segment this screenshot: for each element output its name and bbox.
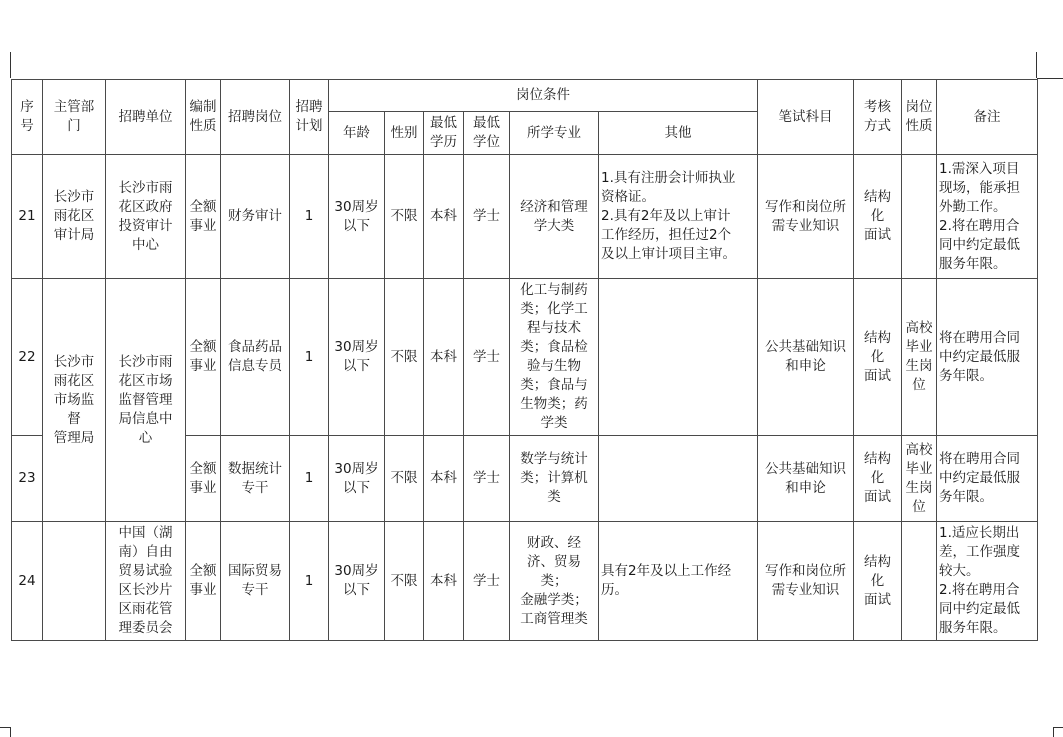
header-row-1 xyxy=(12,80,1038,112)
crop-mark-top-left xyxy=(10,52,11,78)
cell-other: 1.具有注册会计师执业 资格证。 2.具有2年及以上审计 工作经历，担任过2个 及以上审计项目主审。 xyxy=(599,155,758,279)
cell-pos-nature xyxy=(902,155,937,279)
cell-remark: 将在聘用合同 中约定最低服 务年限。 xyxy=(937,436,1038,522)
cell-seq: 21 xyxy=(12,155,43,279)
header-exam: 笔试科目 xyxy=(758,80,854,155)
header-age: 年龄 xyxy=(329,112,385,155)
header-other: 其他 xyxy=(599,112,758,155)
cell-edu: 本科 xyxy=(424,279,464,436)
cell-assess: 结构 化 面试 xyxy=(854,279,902,436)
cell-pos-nature: 高校 毕业 生岗 位 xyxy=(902,279,937,436)
header-min-edu: 最低 学历 xyxy=(424,112,464,155)
cell-major: 数学与统计 类；计算机 类 xyxy=(510,436,599,522)
cell-other xyxy=(599,279,758,436)
cell-plan: 1 xyxy=(290,522,329,641)
crop-mark-top-right xyxy=(1036,52,1037,78)
cell-major: 化工与制药 类；化学工 程与技术 类；食品检 验与生物 类；食品与 生物类；药 学类 xyxy=(510,279,599,436)
cell-seq: 24 xyxy=(12,522,43,641)
cell-nature: 全额 事业 xyxy=(186,155,221,279)
cell-major: 经济和管理 学大类 xyxy=(510,155,599,279)
cell-seq: 23 xyxy=(12,436,43,522)
header-nature: 编制 性质 xyxy=(186,80,221,155)
crop-mark-bottom-right xyxy=(1053,727,1063,728)
header-dept: 主管部 门 xyxy=(43,80,106,155)
recruitment-table xyxy=(11,79,1038,641)
cell-position: 食品药品 信息专员 xyxy=(221,279,290,436)
cell-pos-nature: 高校 毕业 生岗 位 xyxy=(902,436,937,522)
cell-assess: 结构 化 面试 xyxy=(854,155,902,279)
cell-edu: 本科 xyxy=(424,436,464,522)
cell-pos-nature xyxy=(902,522,937,641)
cell-dept: 长沙市 雨花区 市场监 督 管理局 xyxy=(43,279,106,522)
cell-remark: 1.需深入项目 现场，能承担 外勤工作。 2.将在聘用合 同中约定最低 服务年限。 xyxy=(937,155,1038,279)
cell-gender: 不限 xyxy=(385,155,424,279)
header-conditions: 岗位条件 xyxy=(329,80,758,112)
cell-degree: 学士 xyxy=(464,155,510,279)
cell-position: 国际贸易 专干 xyxy=(221,522,290,641)
cell-exam: 公共基础知识 和申论 xyxy=(758,436,854,522)
cell-gender: 不限 xyxy=(385,436,424,522)
crop-mark-bottom-left xyxy=(0,727,10,728)
cell-exam: 写作和岗位所 需专业知识 xyxy=(758,522,854,641)
cell-dept xyxy=(43,522,106,641)
cell-remark: 将在聘用合同 中约定最低服 务年限。 xyxy=(937,279,1038,436)
cell-age: 30周岁 以下 xyxy=(329,155,385,279)
cell-position: 数据统计 专干 xyxy=(221,436,290,522)
cell-unit: 长沙市雨 花区政府 投资审计 中心 xyxy=(106,155,186,279)
header-plan: 招聘 计划 xyxy=(290,80,329,155)
table-row xyxy=(12,279,1038,436)
cell-plan: 1 xyxy=(290,279,329,436)
table-row xyxy=(12,155,1038,279)
cell-edu: 本科 xyxy=(424,155,464,279)
cell-dept: 长沙市 雨花区 审计局 xyxy=(43,155,106,279)
cell-age: 30周岁 以下 xyxy=(329,279,385,436)
cell-major: 财政、经 济、贸易 类； 金融学类； 工商管理类 xyxy=(510,522,599,641)
header-major: 所学专业 xyxy=(510,112,599,155)
cell-age: 30周岁 以下 xyxy=(329,436,385,522)
header-seq: 序 号 xyxy=(12,80,43,155)
cell-plan: 1 xyxy=(290,436,329,522)
table-row xyxy=(12,522,1038,641)
cell-plan: 1 xyxy=(290,155,329,279)
header-pos-nature: 岗位 性质 xyxy=(902,80,937,155)
cell-assess: 结构 化 面试 xyxy=(854,522,902,641)
cell-nature: 全额 事业 xyxy=(186,522,221,641)
cell-exam: 公共基础知识 和申论 xyxy=(758,279,854,436)
cell-gender: 不限 xyxy=(385,279,424,436)
header-min-degree: 最低 学位 xyxy=(464,112,510,155)
crop-mark-bottom-right-v xyxy=(1053,727,1054,737)
cell-age: 30周岁 以下 xyxy=(329,522,385,641)
header-gender: 性别 xyxy=(385,112,424,155)
cell-gender: 不限 xyxy=(385,522,424,641)
cell-other: 具有2年及以上工作经 历。 xyxy=(599,522,758,641)
cell-position: 财务审计 xyxy=(221,155,290,279)
cell-edu: 本科 xyxy=(424,522,464,641)
cell-unit: 中国（湖 南）自由 贸易试验 区长沙片 区雨花管 理委员会 xyxy=(106,522,186,641)
header-unit: 招聘单位 xyxy=(106,80,186,155)
header-remark: 备注 xyxy=(937,80,1038,155)
cell-nature: 全额 事业 xyxy=(186,279,221,436)
cell-assess: 结构 化 面试 xyxy=(854,436,902,522)
crop-mark-bottom-left-v xyxy=(10,727,11,737)
cell-remark: 1.适应长期出 差，工作强度 较大。 2.将在聘用合 同中约定最低 服务年限。 xyxy=(937,522,1038,641)
cell-seq: 22 xyxy=(12,279,43,436)
header-position: 招聘岗位 xyxy=(221,80,290,155)
cell-nature: 全额 事业 xyxy=(186,436,221,522)
cell-other xyxy=(599,436,758,522)
cell-unit: 长沙市雨 花区市场 监督管理 局信息中 心 xyxy=(106,279,186,522)
cell-exam: 写作和岗位所 需专业知识 xyxy=(758,155,854,279)
cell-degree: 学士 xyxy=(464,279,510,436)
cell-degree: 学士 xyxy=(464,522,510,641)
crop-mark-top-right-h xyxy=(1037,78,1063,79)
cell-degree: 学士 xyxy=(464,436,510,522)
header-assess: 考核 方式 xyxy=(854,80,902,155)
